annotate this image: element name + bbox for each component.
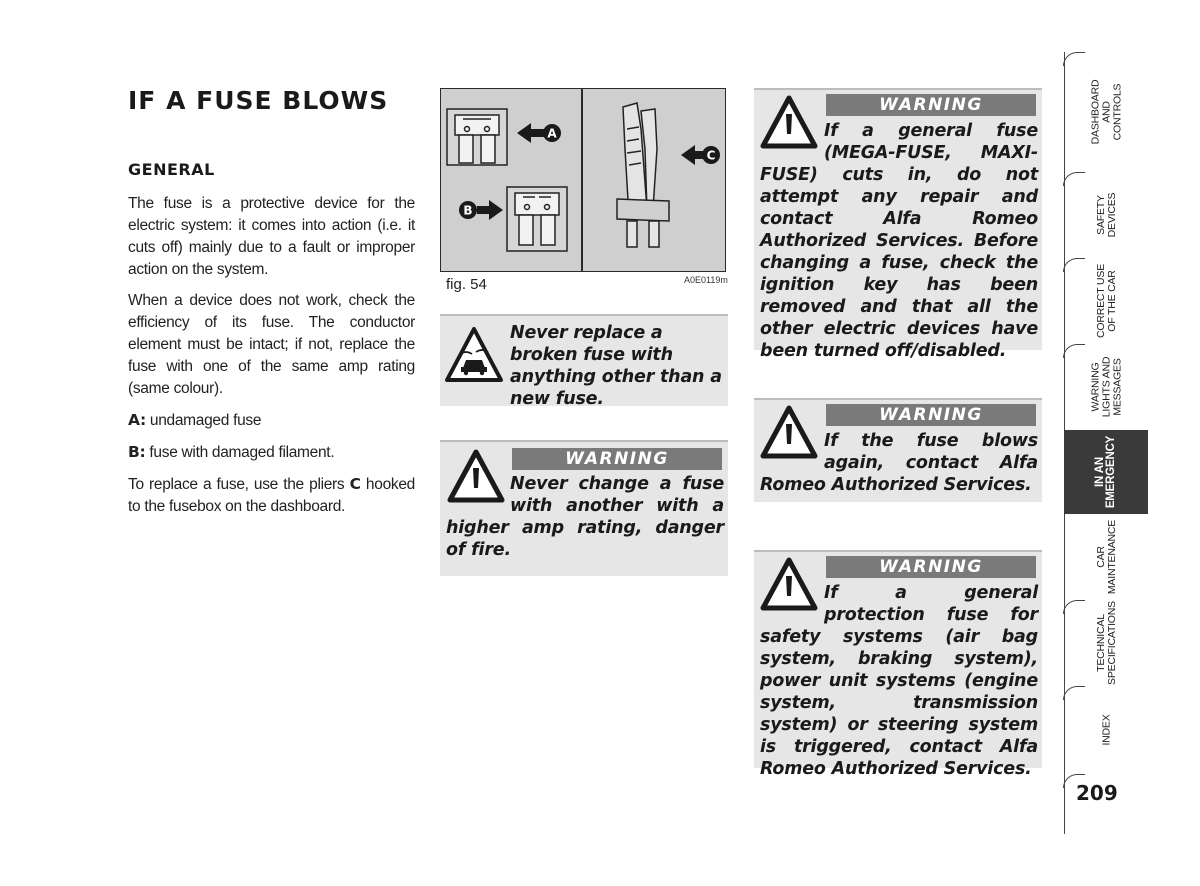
warning-box-safety-systems bbox=[754, 550, 1042, 779]
paragraph-replace-fuse bbox=[128, 473, 415, 518]
arrow-c-icon bbox=[681, 145, 720, 165]
warning-heading: WARNING bbox=[512, 448, 722, 470]
figure-divider bbox=[581, 89, 583, 271]
item-a-text: undamaged fuse bbox=[145, 412, 262, 429]
warning-text: Never change a fuse with another with a higher amp rating, danger of fire. bbox=[446, 474, 724, 560]
warning-box-blows-again bbox=[754, 398, 1042, 502]
warning-text: If a general fuse (MEGA-FUSE, MAXI-FUSE) cuts in, do not attempt any repair and contact Alfa Romeo Authorized Services. Before changing a fuse, check the ignition key has been removed and that all the other electric devices have been turned off/disabled. bbox=[760, 121, 1038, 361]
item-b bbox=[128, 441, 415, 464]
replace-text-end: hooked to the fusebox on the dashboard. bbox=[128, 476, 415, 515]
pliers-icon bbox=[617, 103, 669, 247]
warning-heading: WARNING bbox=[826, 404, 1036, 426]
item-b-label: B: bbox=[128, 443, 146, 461]
tab-index[interactable]: INDEX bbox=[1064, 686, 1148, 774]
car-environment-icon bbox=[444, 326, 504, 384]
item-a-label: A: bbox=[128, 411, 146, 429]
tab-technical-specifications[interactable]: TECHNICAL SPECIFICATIONS bbox=[1064, 600, 1148, 686]
warning-heading: WARNING bbox=[826, 556, 1036, 578]
figure-code: A0E0119m bbox=[684, 275, 728, 285]
warning-box-amp-rating bbox=[440, 440, 728, 576]
tab-dashboard-and-controls[interactable]: DASHBOARD AND CONTROLS bbox=[1064, 52, 1148, 172]
warning-box-mega-fuse bbox=[754, 88, 1042, 361]
figure-caption: fig. 54 bbox=[446, 276, 487, 293]
section-heading: GENERAL bbox=[128, 160, 215, 179]
arrow-b-icon bbox=[459, 200, 503, 220]
tab-car-maintenance[interactable]: CAR MAINTENANCE bbox=[1064, 514, 1148, 600]
environment-note bbox=[440, 314, 728, 409]
warning-heading: WARNING bbox=[826, 94, 1036, 116]
page-number: 209 bbox=[1076, 781, 1118, 805]
fuse-b-icon bbox=[507, 187, 567, 251]
paragraph-fuse-definition: The fuse is a protective device for the electric system: it comes into action (i.e. it cuts off) mainly due to a fault or improper action on the system. bbox=[128, 195, 415, 278]
tab-warning-lights-and-messages[interactable]: WARNING LIGHTS AND MESSAGES bbox=[1064, 344, 1148, 430]
page-title: IF A FUSE BLOWS bbox=[128, 86, 389, 115]
callout-a: A bbox=[547, 126, 557, 141]
item-a bbox=[128, 409, 415, 432]
chapter-tabs bbox=[1064, 52, 1154, 834]
callout-c: C bbox=[706, 148, 716, 163]
tab-in-an-emergency[interactable]: IN AN EMERGENCY bbox=[1064, 430, 1148, 514]
tab-safety-devices[interactable]: SAFETY DEVICES bbox=[1064, 172, 1148, 258]
arrow-a-icon bbox=[517, 123, 561, 143]
pliers-label: C bbox=[349, 475, 361, 493]
body-text bbox=[128, 193, 415, 527]
callout-b: B bbox=[463, 203, 473, 218]
fuse-a-icon bbox=[447, 109, 507, 165]
tab-correct-use-of-the-car[interactable]: CORRECT USE OF THE CAR bbox=[1064, 258, 1148, 344]
warning-text: If a general protection fuse for safety systems (air bag system, braking system), power unit systems (engine system, transmission system) or steering system is triggered, contact Alfa Romeo Authorized Services. bbox=[760, 583, 1038, 779]
replace-text-start: To replace a fuse, use the pliers bbox=[128, 476, 350, 493]
warning-text: If the fuse blows again, contact Alfa Romeo Authorized Services. bbox=[760, 431, 1038, 495]
paragraph-check-fuse: When a device does not work, check the efficiency of its fuse. The conductor element must be intact; if not, replace the fuse with one of the same amp rating (same colour). bbox=[128, 292, 415, 397]
environment-note-text: Never replace a broken fuse with anything other than a new fuse. bbox=[510, 323, 722, 409]
fuse-figure bbox=[440, 88, 726, 272]
item-b-text: fuse with damaged filament. bbox=[145, 444, 335, 461]
